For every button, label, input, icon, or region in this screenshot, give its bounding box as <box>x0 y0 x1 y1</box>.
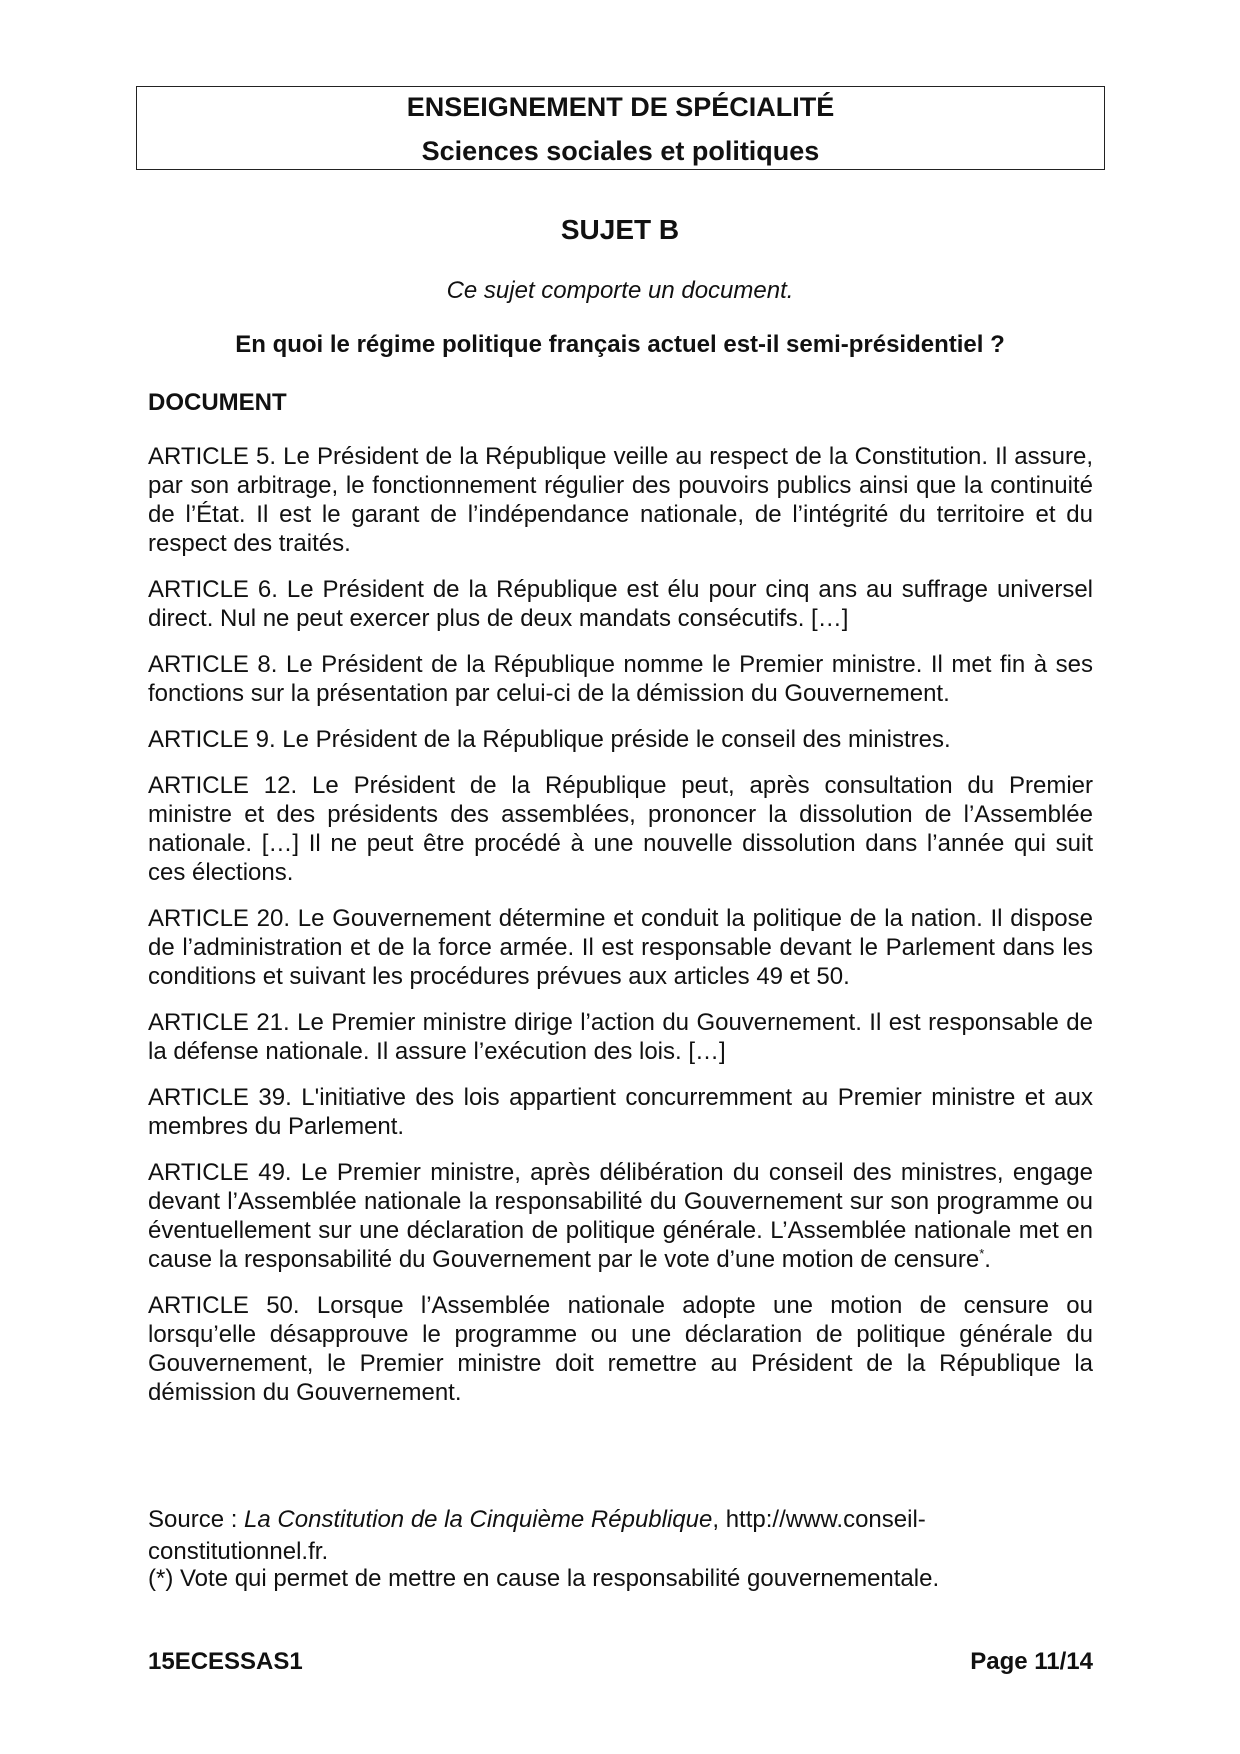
sujet-intro: Ce sujet comporte un document. <box>446 277 794 304</box>
question: En quoi le régime politique français actuel est-il semi-présidentiel ? <box>235 331 1005 358</box>
document-label: DOCUMENT <box>148 389 287 416</box>
article-5: ARTICLE 5. Le Président de la République veille au respect de la Constitution. Il assure, par son arbitrage, le fonctionnement régulier des pouvoirs publics ainsi que la continuité de l’État. Il est le garant de l’indépendance nationale, de l’intégrité du territoire et du respect des traités. <box>148 443 1093 557</box>
article-39: ARTICLE 39. L'initiative des lois appartient concurremment au Premier ministre et aux membres du Parlement. <box>148 1084 1093 1140</box>
footnote: (*) Vote qui permet de mettre en cause la responsabilité gouvernementale. <box>148 1565 940 1592</box>
footnote-mark: * <box>979 1246 985 1261</box>
sujet-title: SUJET B <box>560 214 680 245</box>
article-12: ARTICLE 12. Le Président de la République peut, après consultation du Premier ministre et des présidents des assemblées, prononcer la dissolution de l’Assemblée nationale. […] Il ne peut être procédé à une nouvelle dissolution dans l’année qui suit ces élections. <box>148 772 1093 886</box>
articles-list <box>148 442 1093 1424</box>
article-20: ARTICLE 20. Le Gouvernement détermine et conduit la politique de la nation. Il dispose de l’administration et de la force armée. Il est responsable devant le Parlement dans les conditions et suivant les procédures prévues aux articles 49 et 50. <box>148 905 1093 990</box>
source-title: La Constitution de la Cinquième République <box>244 1506 713 1533</box>
article-6: ARTICLE 6. Le Président de la République est élu pour cinq ans au suffrage universel direct. Nul ne peut exercer plus de deux mandats consécutifs. […] <box>148 576 1093 632</box>
header-title: ENSEIGNEMENT DE SPÉCIALITÉ <box>406 92 835 122</box>
article-49 <box>148 1158 1093 1274</box>
article-50: ARTICLE 50. Lorsque l’Assemblée nationale adopte une motion de censure ou lorsqu’elle désapprouve le programme ou une déclaration de politique générale du Gouvernement, le Premier ministre doit remettre au Président de la République la démission du Gouvernement. <box>148 1292 1093 1406</box>
article-49-end: . <box>984 1246 991 1273</box>
article-9: ARTICLE 9. Le Président de la République préside le conseil des ministres. <box>148 726 951 753</box>
header-subtitle: Sciences sociales et politiques <box>421 136 820 166</box>
article-49-text: ARTICLE 49. Le Premier ministre, après délibération du conseil des ministres, engage devant l’Assemblée nationale la responsabilité du Gouvernement sur son programme ou éventuellement sur une déclaration de politique générale. L’Assemblée nationale met en cause la responsabilité du Gouvernement par le vote d’une motion de censure <box>148 1159 1093 1273</box>
header-box <box>136 86 1105 170</box>
source-suffix: , http://www.conseil-constitutionnel.fr. <box>148 1506 926 1565</box>
source-line <box>148 1504 1093 1568</box>
article-8: ARTICLE 8. Le Président de la République nomme le Premier ministre. Il met fin à ses fonctions sur la présentation par celui-ci de la démission du Gouvernement. <box>148 651 1093 707</box>
footer-code: 15ECESSAS1 <box>148 1648 303 1675</box>
footer-page-number: Page 11/14 <box>970 1648 1093 1675</box>
article-21: ARTICLE 21. Le Premier ministre dirige l’action du Gouvernement. Il est responsable de la défense nationale. Il assure l’exécution des lois. […] <box>148 1009 1093 1065</box>
source-prefix: Source : <box>148 1506 245 1533</box>
